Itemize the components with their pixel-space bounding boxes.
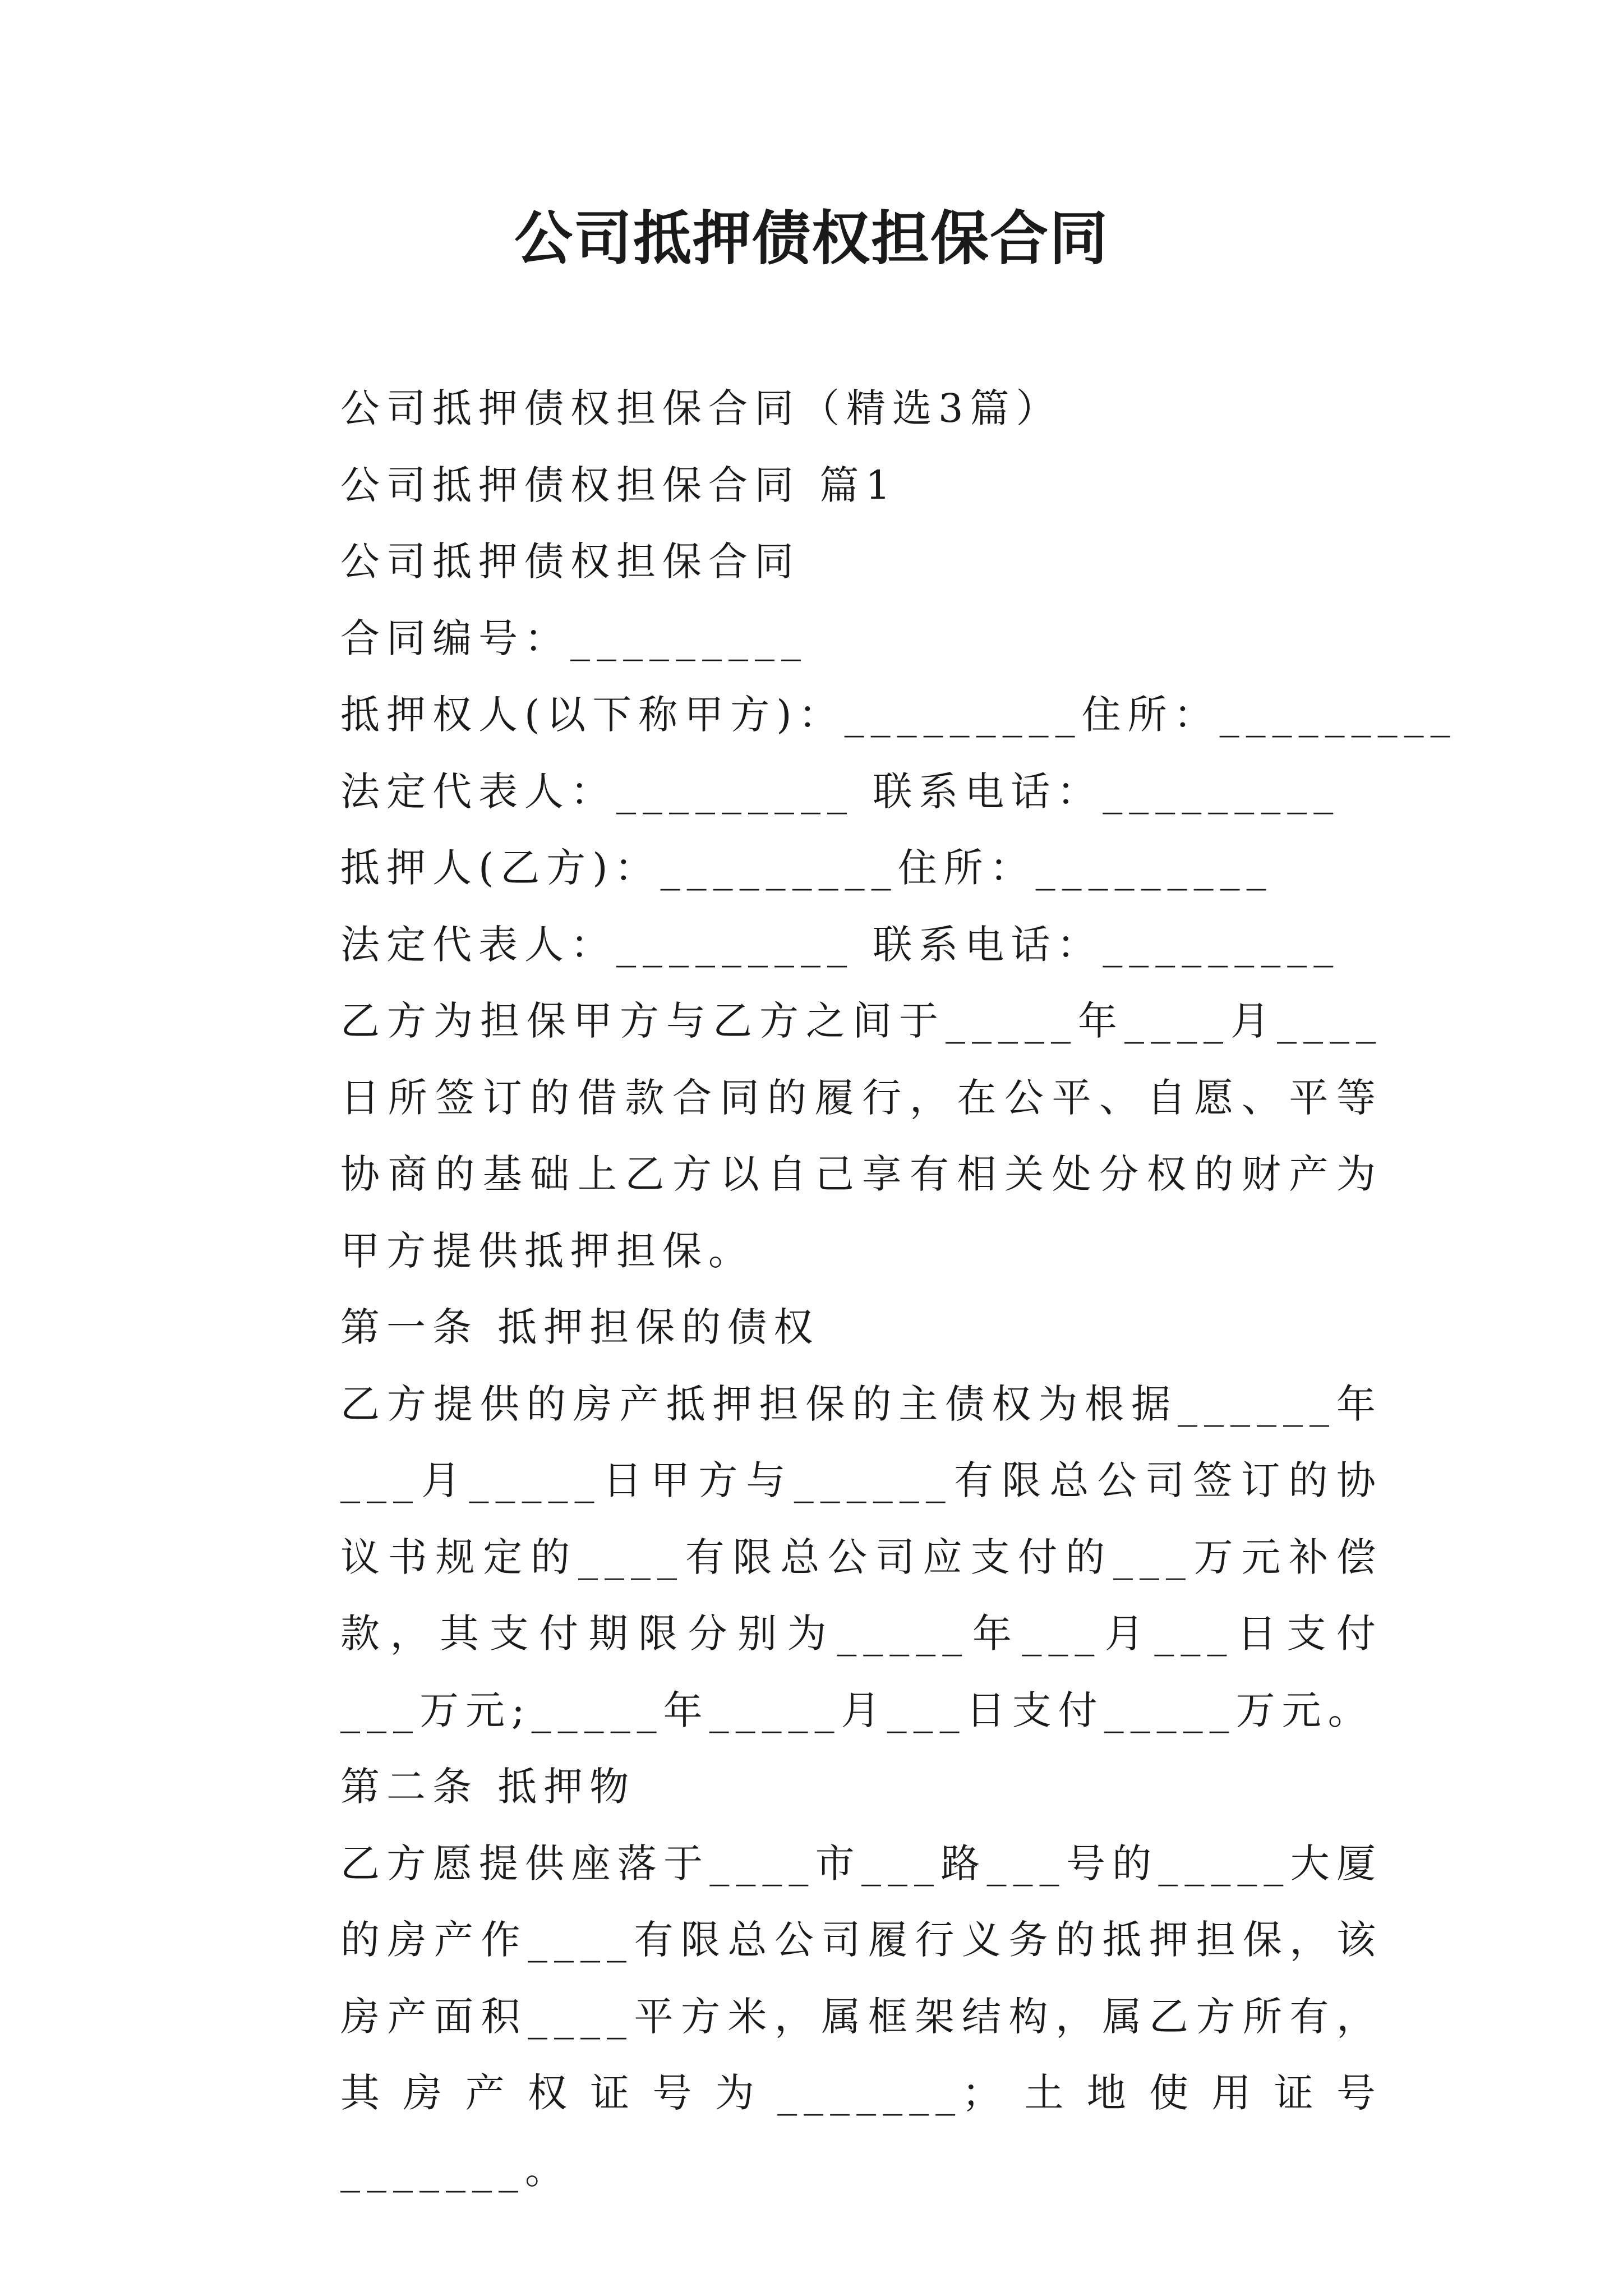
paragraph-article-2-heading: 第二条 抵押物 xyxy=(340,1764,636,1810)
paragraph-article-2-body: 乙方愿提供座落于____市___路___号的_____大厦的房产作____有限总公司履行义务的抵押担保，该房产面积____平方米，属框架结构，属乙方所有，其房产权证号为_______；土地使用证号_______。 xyxy=(340,1840,1382,2193)
paragraph-contract-number: 合同编号：_________ xyxy=(340,615,808,661)
paragraph-section-heading: 公司抵押债权担保合同 篇1 xyxy=(340,462,897,508)
paragraph-mortgagee-representative: 法定代表人：_________ 联系电话：_________ xyxy=(340,768,1340,815)
paragraph-mortgagee: 抵押权人(以下称甲方)：_________住所：_________ xyxy=(340,692,1457,738)
document-body xyxy=(252,370,1457,2208)
paragraph-contract-name: 公司抵押债权担保合同 xyxy=(340,539,800,585)
paragraph-article-1-heading: 第一条 抵押担保的债权 xyxy=(340,1304,820,1350)
paragraph-preamble: 乙方为担保甲方与乙方之间于_____年____月____日所签订的借款合同的履行，在公平、自愿、平等协商的基础上乙方以自己享有相关处分权的财产为甲方提供抵押担保。 xyxy=(340,998,1382,1274)
paragraph-mortgagor: 抵押人(乙方)：_________住所：_________ xyxy=(340,845,1273,891)
paragraph-subtitle: 公司抵押债权担保合同（精选3篇） xyxy=(340,385,1062,431)
paragraph-article-1-body: 乙方提供的房产抵押担保的主债权为根据______年___月_____日甲方与______有限总公司签订的协议书规定的____有限总公司应支付的___万元补偿款，其支付期限分别为_____年___月___日支付___万元;_____年_____月___日支付_____万元。 xyxy=(340,1381,1382,1733)
paragraph-mortgagor-representative: 法定代表人：_________ 联系电话：_________ xyxy=(340,921,1340,968)
document-title: 公司抵押债权担保合同 xyxy=(514,204,1109,273)
